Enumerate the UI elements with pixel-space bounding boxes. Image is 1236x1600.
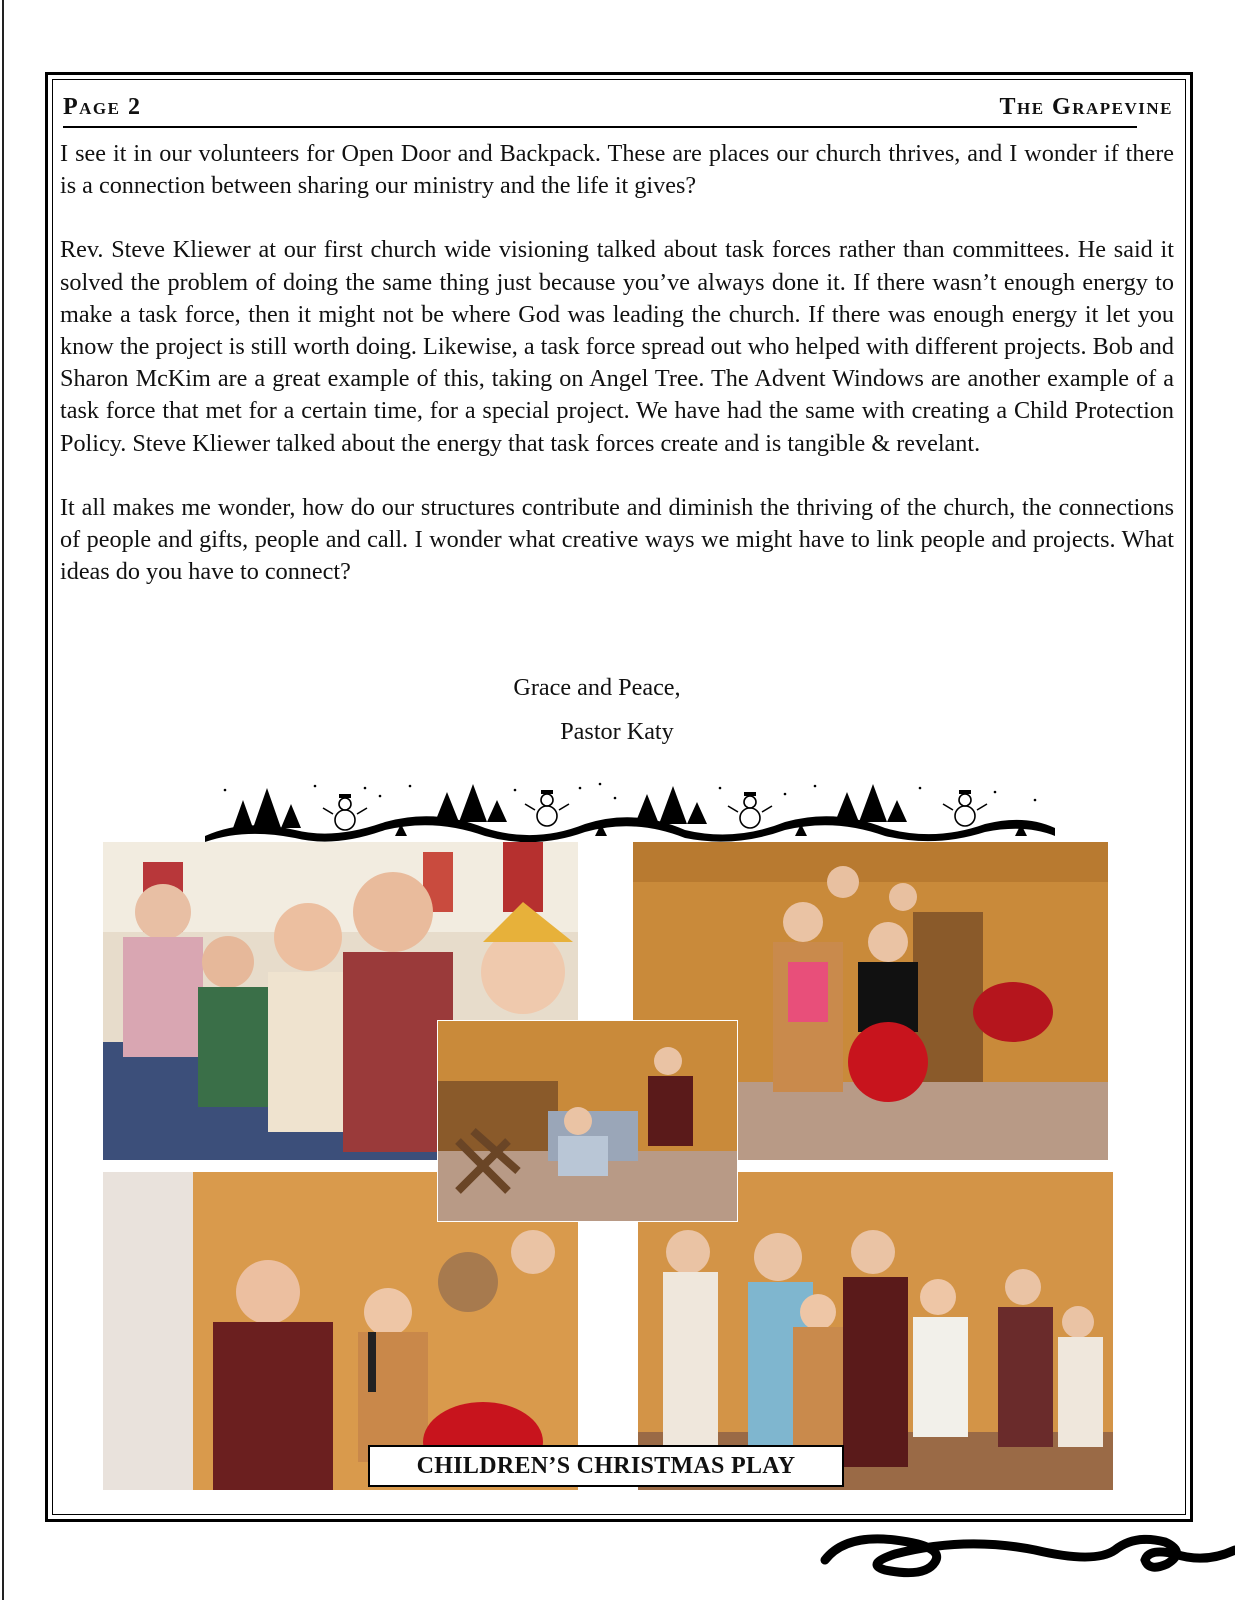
publication-title: The Grapevine [999,94,1173,120]
closing-line: Grace and Peace, [513,674,681,701]
article-body [60,138,1174,620]
decorative-flourish [815,1520,1235,1600]
winter-border-decoration [205,778,1055,848]
photo-nativity-scene [437,1020,738,1222]
signature: Pastor Katy [560,718,674,745]
header-rule [63,126,1137,128]
paragraph-3: It all makes me wonder, how do our structures contribute and diminish the thriving of the church, the connections of people and gifts, people and call. I wonder what creative ways we might have to link people and projects. What ideas do you have to connect? [60,493,1174,586]
photo-caption: CHILDREN’S CHRISTMAS PLAY [368,1445,844,1487]
page-number: Page 2 [63,94,142,120]
page-header [63,92,1173,128]
paragraph-2: Rev. Steve Kliewer at our first church wide visioning talked about task forces rather than committees. He said it solved the problem of doing the same thing just because you’ve always done it. If there wasn’t enough energy to make a task force, then it might not be where God was leading the church. If there was enough energy it let you know the project is still worth doing. Likewise, a task force spread out who helped with different projects. Bob and Sharon McKim are a great example of this, taking on Angel Tree. The Advent Windows are another example of a task force that met for a certain time, for a special project. We have had the same with creating a Child Protection Policy. Steve Kliewer talked about the energy that task forces create and is tangible & revelant. [60,236,1174,457]
paragraph-1: I see it in our volunteers for Open Door and Backpack. These are places our church thrives, and I wonder if there is a connection between sharing our ministry and the life it gives? [60,140,1174,200]
left-edge-rule [2,0,4,1600]
